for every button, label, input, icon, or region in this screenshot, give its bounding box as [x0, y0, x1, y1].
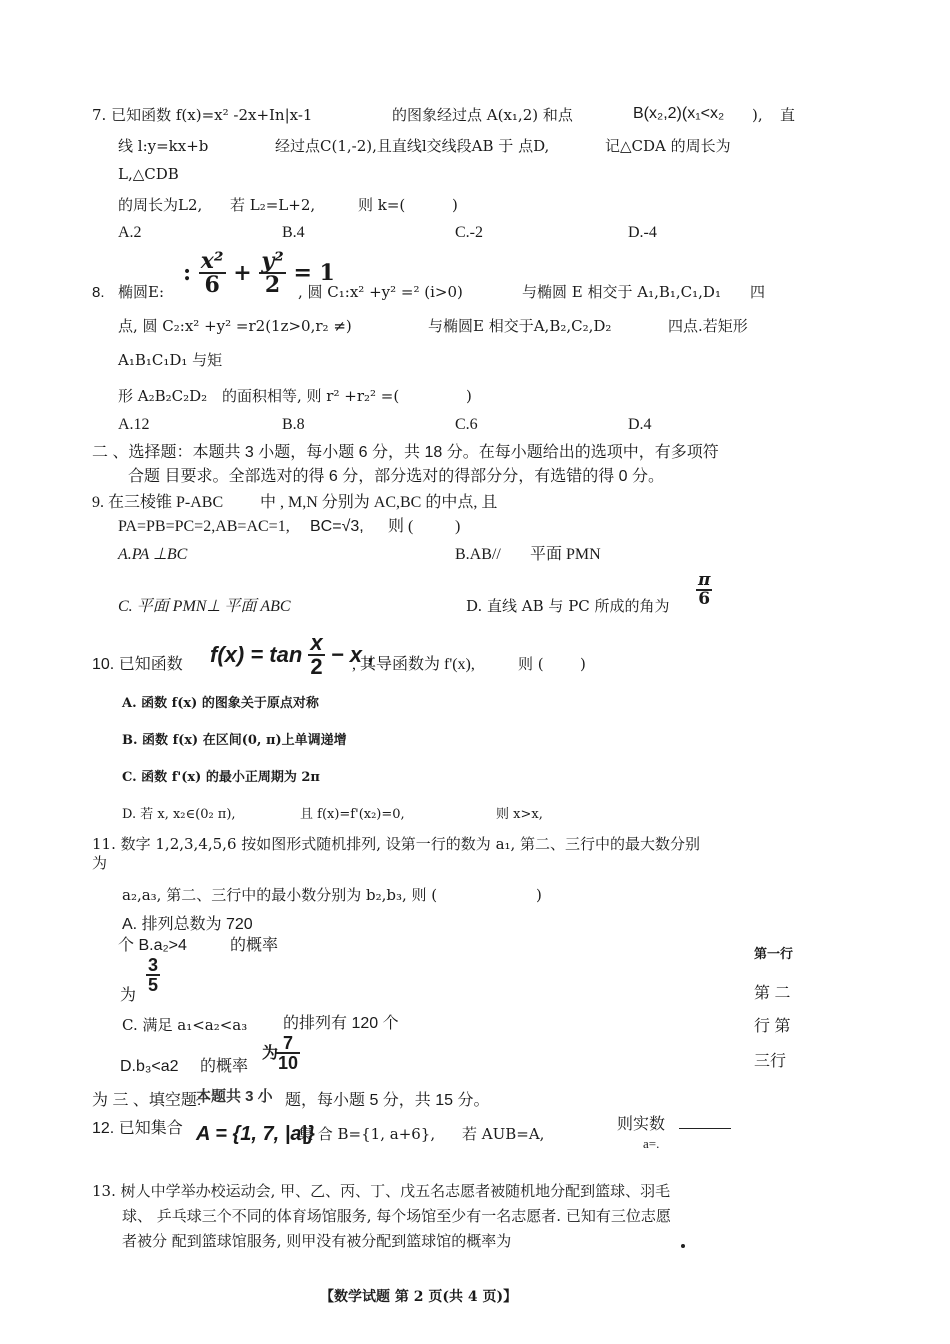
q12-line1-a: 12. 已知集合 [92, 1120, 183, 1137]
q11-option-d-den: 10 [278, 1053, 299, 1073]
q7-line1-c: B(x₂,2)(x₁<x₂ [633, 105, 725, 122]
q7-option-a: A.2 [118, 224, 142, 241]
q9-option-a: A.PA ⊥BC [118, 546, 188, 563]
q10-option-d-1: D. 若 x, x₂∈(0₂ π), [122, 807, 236, 822]
q7-line4-b: 若 L₂=L+2, [230, 196, 316, 214]
q7-line1-e: 直 [780, 106, 796, 124]
q9-option-d-num: π [698, 570, 711, 590]
q10-minus-x: − x , [330, 642, 375, 667]
q11-option-d-num: 7 [276, 1034, 300, 1054]
q9-option-b: B.AB// [455, 546, 501, 563]
q11-line2-b: ) [536, 886, 542, 904]
q8-option-b: B.8 [282, 416, 305, 433]
q11-option-b-den: 5 [148, 975, 159, 995]
q8-eq-one: = 1 [293, 260, 335, 286]
q11-line1-wrap: 为 [92, 854, 108, 872]
q12-line2: a=. [643, 1136, 660, 1151]
q7-line2-b: 经过点C(1,-2),且直线l交线段AB 于 点D, [275, 137, 550, 155]
q11-option-d-wei: 为 [262, 1045, 279, 1062]
q11-option-b-2: 的概率 [230, 937, 279, 954]
q8-frac2-num: y² [261, 248, 284, 274]
q11-option-d-1: D.b₃<a2 [120, 1058, 179, 1075]
q11-option-a: A. 排列总数为 720 [122, 916, 253, 933]
section3-header-b: 本题共 3 小 [196, 1088, 273, 1105]
q9-option-d-den: 6 [698, 589, 711, 609]
q7-line1-b: 的图象经过点 A(x₁,2) 和点 [392, 106, 573, 124]
q13-line1: 13. 树人中学举办校运动会, 甲、乙、丙、丁、戊五名志愿者被随机地分配到篮球、羽毛 [92, 1182, 671, 1200]
q7-option-b: B.4 [282, 224, 305, 241]
q13-line3: 者被分 配到篮球馆服务, 则甲没有被分配到篮球馆的概率为 [122, 1232, 512, 1250]
q8-line1-a: 椭圆E: [118, 283, 165, 301]
q13-line2: 球、 乒乓球三个不同的体育场馆服务, 每个场馆至少有一名志愿者. 已知有三位志愿 [122, 1207, 671, 1225]
q10-line1-d: ) [580, 655, 586, 673]
q8-line2-c: 四点.若矩形 [668, 317, 748, 335]
q8-option-c: C.6 [455, 416, 478, 433]
q10-function-formula [210, 632, 374, 678]
q7-line2-a: 线 l:y=kx+b [118, 137, 209, 155]
q8-line4-b: 的面积相等, 则 r² +r₂² =( [222, 387, 400, 405]
section3-header-a: 为 三 、填空题: [92, 1092, 202, 1109]
q7-option-c: C.-2 [455, 224, 483, 241]
q8-option-a: A.12 [118, 416, 150, 433]
q11-option-d-fraction [276, 1034, 300, 1072]
q12-line1-c: 若 AUB=A, [462, 1125, 545, 1143]
q11-diagram-row3: 三行 [754, 1053, 787, 1070]
q11-option-d-2: 的概率 [200, 1058, 249, 1075]
q11-diagram-row2b: 行 第 [754, 1018, 791, 1035]
q9-line2-a: PA=PB=PC=2,AB=AC=1, [118, 518, 290, 535]
q9-line2-b: BC=√3, [310, 518, 364, 535]
q11-option-c-1: C. 满足 a₁<a₂<a₃ [122, 1016, 248, 1034]
q12-answer-blank [679, 1128, 731, 1129]
q8-number: 8. [92, 284, 105, 301]
section2-header-line2: 合题 目要求。全部选对的得 6 分，部分选对的得部分分，有选错的得 0 分。 [128, 468, 665, 485]
q12-set-a: A = {1, 7, |a|} [196, 1123, 315, 1145]
q10-option-a: A. 函数 f(x) 的图象关于原点对称 [122, 696, 319, 711]
q10-option-c: C. 函数 f'(x) 的最小正周期为 2π [122, 770, 320, 785]
q7-line4-c: 则 k=( [358, 196, 406, 214]
q11-option-c-2: 的排列有 120 个 [283, 1015, 399, 1032]
q11-option-b-wei: 为 [120, 987, 137, 1004]
q9-option-c: C. 平面 PMN⊥ 平面 ABC [118, 598, 291, 615]
q7-line2-c: 记△CDA 的周长为 [605, 137, 731, 155]
q8-frac2-den: 2 [264, 272, 281, 298]
section2-header-line1: 二 、选择题：本题共 3 小题，每小题 6 分，共 18 分。在每小题给出的选项中，有多项符 [92, 444, 719, 461]
q7-option-d: D.-4 [628, 224, 657, 241]
q7-line4-d: ) [452, 196, 458, 214]
q8-line2-b: 与椭圆E 相交于A,B₂,C₂,D₂ [428, 317, 612, 335]
q10-option-d-3: 则 x>x, [496, 807, 543, 822]
q10-line1-a: 10. 已知函数 [92, 656, 183, 673]
q8-option-d: D.4 [628, 416, 652, 433]
q10-frac-den: 2 [310, 654, 323, 679]
q8-line2-a: 点, 圆 C₂:x² +y² =r2(1z>0,r₂ ≠) [118, 317, 352, 335]
q8-frac1-num: x² [200, 248, 224, 274]
q8-line3: A₁B₁C₁D₁ 与矩 [118, 351, 223, 369]
q9-option-d-fraction [696, 572, 712, 608]
q7-line1-d: ), [752, 106, 763, 124]
q8-line1-d: 四 [750, 283, 766, 301]
q13-answer-dot [681, 1244, 685, 1248]
q10-line1-c: 则 ( [518, 655, 544, 673]
q10-fx: f(x) = tan [210, 642, 303, 667]
page-footer: 【数学试题 第 2 页(共 4 页)】 [320, 1289, 518, 1305]
q9-line1-b: 中 , M,N 分别为 AC,BC 的中点, 且 [260, 494, 498, 511]
q11-diagram-row1: 第一行 [754, 947, 794, 962]
q11-option-b-fraction [146, 956, 160, 994]
q7-line4-a: 的周长为L2, [118, 196, 203, 214]
q8-line1-c: 与椭圆 E 相交于 A₁,B₁,C₁,D₁ [522, 283, 721, 301]
q9-line2-d: ) [455, 518, 461, 535]
q12-line1-b: 集 合 B={1, a+6}, [298, 1125, 436, 1143]
q9-option-d: D. 直线 AB 与 PC 所成的角为 [466, 597, 670, 615]
q8-line1-b: , 圆 C₁:x² +y² =² (i>0) [298, 283, 463, 301]
q7-line3: L,△CDB [118, 165, 179, 183]
q8-line4-a: 形 A₂B₂C₂D₂ [118, 387, 208, 405]
q8-ellipse-equation: : $\frac{\text{x²}}{6}$ + $\frac{\text{y²}}{2}$ = 1 [183, 248, 335, 298]
q10-line1-b: , 其导函数为 f'(x), [352, 656, 475, 673]
q11-line2-a: a₂,a₃, 第二、三行中的最小数分别为 b₂,b₃, 则 ( [122, 886, 438, 904]
section3-header-c: 题，每小题 5 分，共 15 分。 [285, 1092, 490, 1109]
q12-line1-d: 则实数 [617, 1116, 666, 1133]
q9-option-b-plane: 平面 PMN [530, 546, 601, 563]
q8-frac1-den: 6 [204, 272, 220, 298]
q10-option-d-2: 且 f(x)=f'(x₂)=0, [300, 807, 405, 822]
q10-frac-num: x [310, 630, 323, 655]
q11-option-b-num: 3 [148, 955, 159, 975]
q11-diagram-row2a: 第 二 [754, 985, 791, 1002]
q9-line1-a: 9. 在三棱锥 P-ABC [92, 494, 224, 511]
q11-line1: 11. 数字 1,2,3,4,5,6 按如图形式随机排列, 设第一行的数为 a₁, 第二、三行中的最大数分别 [92, 835, 701, 853]
q9-line2-c: 则 ( [388, 518, 414, 535]
q8-line4-c: ) [466, 387, 472, 405]
q10-option-b: B. 函数 f(x) 在区间(0, π)上单调递增 [122, 733, 347, 748]
q7-line1-a: 7. 已知函数 f(x)=x² -2x+In|x-1 [92, 106, 313, 124]
q11-option-b-1: 个 B.a₂>4 [118, 937, 187, 954]
